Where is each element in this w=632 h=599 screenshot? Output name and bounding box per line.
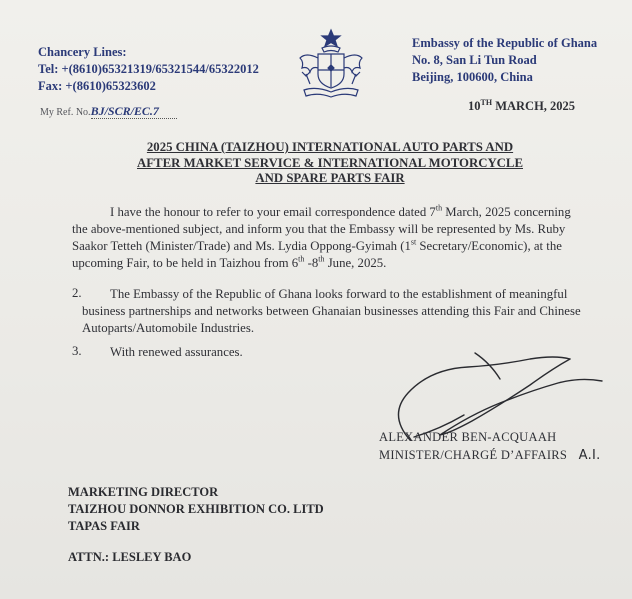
paragraph-3: With renewed assurances. xyxy=(110,345,243,359)
signatory-block xyxy=(379,428,601,465)
p1-line-3: Saakor Tetteh (Minister/Trade) and Ms. Lydia Oppong-Gyimah (1st Secretary/Economic), at the xyxy=(72,237,562,253)
embassy-address-block xyxy=(412,35,597,86)
p2-line-1: The Embassy of the Republic of Ghana looks forward to the establishment of meaningful xyxy=(110,287,568,301)
date-day: 10 xyxy=(468,99,481,114)
reference-number: BJ/SCR/EC.7 xyxy=(91,104,177,119)
subject-line-2: AFTER MARKET SERVICE & INTERNATIONAL MOTORCYCLE xyxy=(137,155,523,170)
ghana-coat-of-arms-icon xyxy=(292,28,370,100)
subject-line-1: 2025 CHINA (TAIZHOU) INTERNATIONAL AUTO PARTS AND xyxy=(146,140,514,154)
letter-date xyxy=(468,98,575,114)
recipient-line-3: TAPAS FAIR xyxy=(68,519,140,533)
attention-line: ATTN.: LESLEY BAO xyxy=(68,550,192,564)
date-suffix: TH xyxy=(480,98,493,107)
chancery-fax: Fax: +(8610)65323602 xyxy=(38,79,156,93)
signatory-name: ALEXANDER BEN-ACQUAAH xyxy=(379,430,557,444)
paragraph-2-number: 2. xyxy=(72,286,82,300)
p1-line-2: the above-mentioned subject, and inform you that the Embassy will be represented by Ms. Ruby xyxy=(72,222,566,236)
signatory-initials: A.I. xyxy=(578,448,601,463)
paragraph-3-number: 3. xyxy=(72,344,82,358)
reference-line xyxy=(40,104,177,119)
recipient-line-2: TAIZHOU DONNOR EXHIBITION CO. LITD xyxy=(68,502,324,516)
chancery-tel: Tel: +(8610)65321319/65321544/65322012 xyxy=(38,62,259,76)
chancery-label: Chancery Lines: xyxy=(38,45,127,59)
reference-label: My Ref. No. xyxy=(40,107,91,118)
p1-line-4: upcoming Fair, to be held in Taizhou from 6th -8th June, 2025. xyxy=(72,254,387,270)
embassy-city: Beijing, 100600, China xyxy=(412,70,533,84)
p2-line-2: business partnerships and networks between Ghanaian businesses attending this Fair and Chinese xyxy=(82,304,581,318)
recipient-block xyxy=(68,484,324,535)
embassy-street: No. 8, San Li Tun Road xyxy=(412,53,537,67)
signatory-title: MINISTER/CHARGÉ D’AFFAIRS xyxy=(379,448,568,462)
p2-line-3: Autoparts/Automobile Industries. xyxy=(82,321,255,335)
p1-line-1: I have the honour to refer to your email correspondence dated 7th March, 2025 concerning xyxy=(110,203,571,219)
embassy-name: Embassy of the Republic of Ghana xyxy=(412,36,598,50)
signatory-title-line xyxy=(379,446,601,465)
subject-heading xyxy=(100,140,560,187)
subject-line-3: AND SPARE PARTS FAIR xyxy=(255,171,405,185)
recipient-line-1: MARKETING DIRECTOR xyxy=(68,485,219,499)
chancery-block xyxy=(38,44,259,95)
date-rest: MARCH, 2025 xyxy=(492,99,576,114)
